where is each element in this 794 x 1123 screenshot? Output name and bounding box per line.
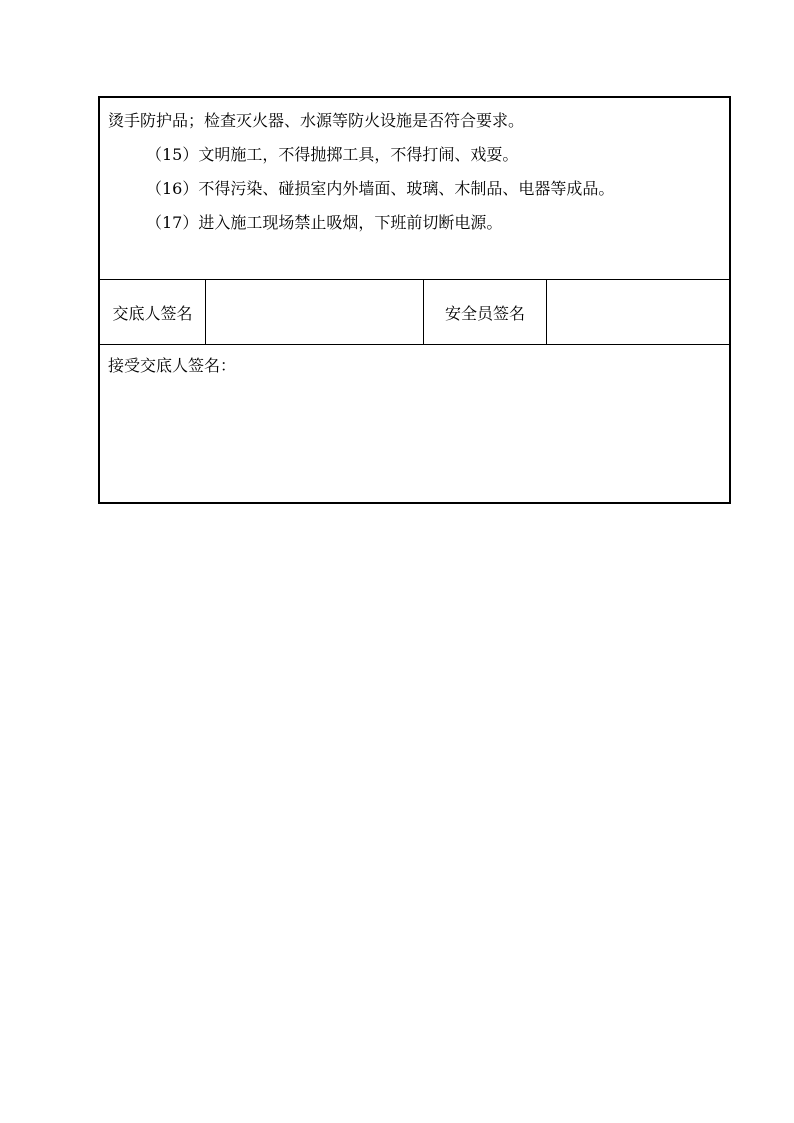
briefing-line-15: （15）文明施工，不得抛掷工具，不得打闹、戏耍。 <box>146 145 519 164</box>
receiver-signature-field[interactable] <box>100 345 729 502</box>
safety-officer-signature-field[interactable] <box>547 280 729 344</box>
presenter-signature-field[interactable] <box>206 280 424 344</box>
briefing-line-17: （17）进入施工现场禁止吸烟，下班前切断电源。 <box>146 213 503 232</box>
receiver-signature-label: 接受交底人签名： <box>108 356 237 375</box>
briefing-line-16: （16）不得污染、碰损室内外墙面、玻璃、木制品、电器等成品。 <box>146 179 615 198</box>
safety-briefing-table <box>98 96 731 504</box>
safety-officer-signature-label: 安全员签名 <box>424 280 547 344</box>
briefing-content-cell <box>100 98 729 280</box>
presenter-signature-label: 交底人签名 <box>100 280 206 344</box>
briefing-line: 烫手防护品；检查灭火器、水源等防火设施是否符合要求。 <box>108 111 525 130</box>
signature-row <box>100 280 729 345</box>
